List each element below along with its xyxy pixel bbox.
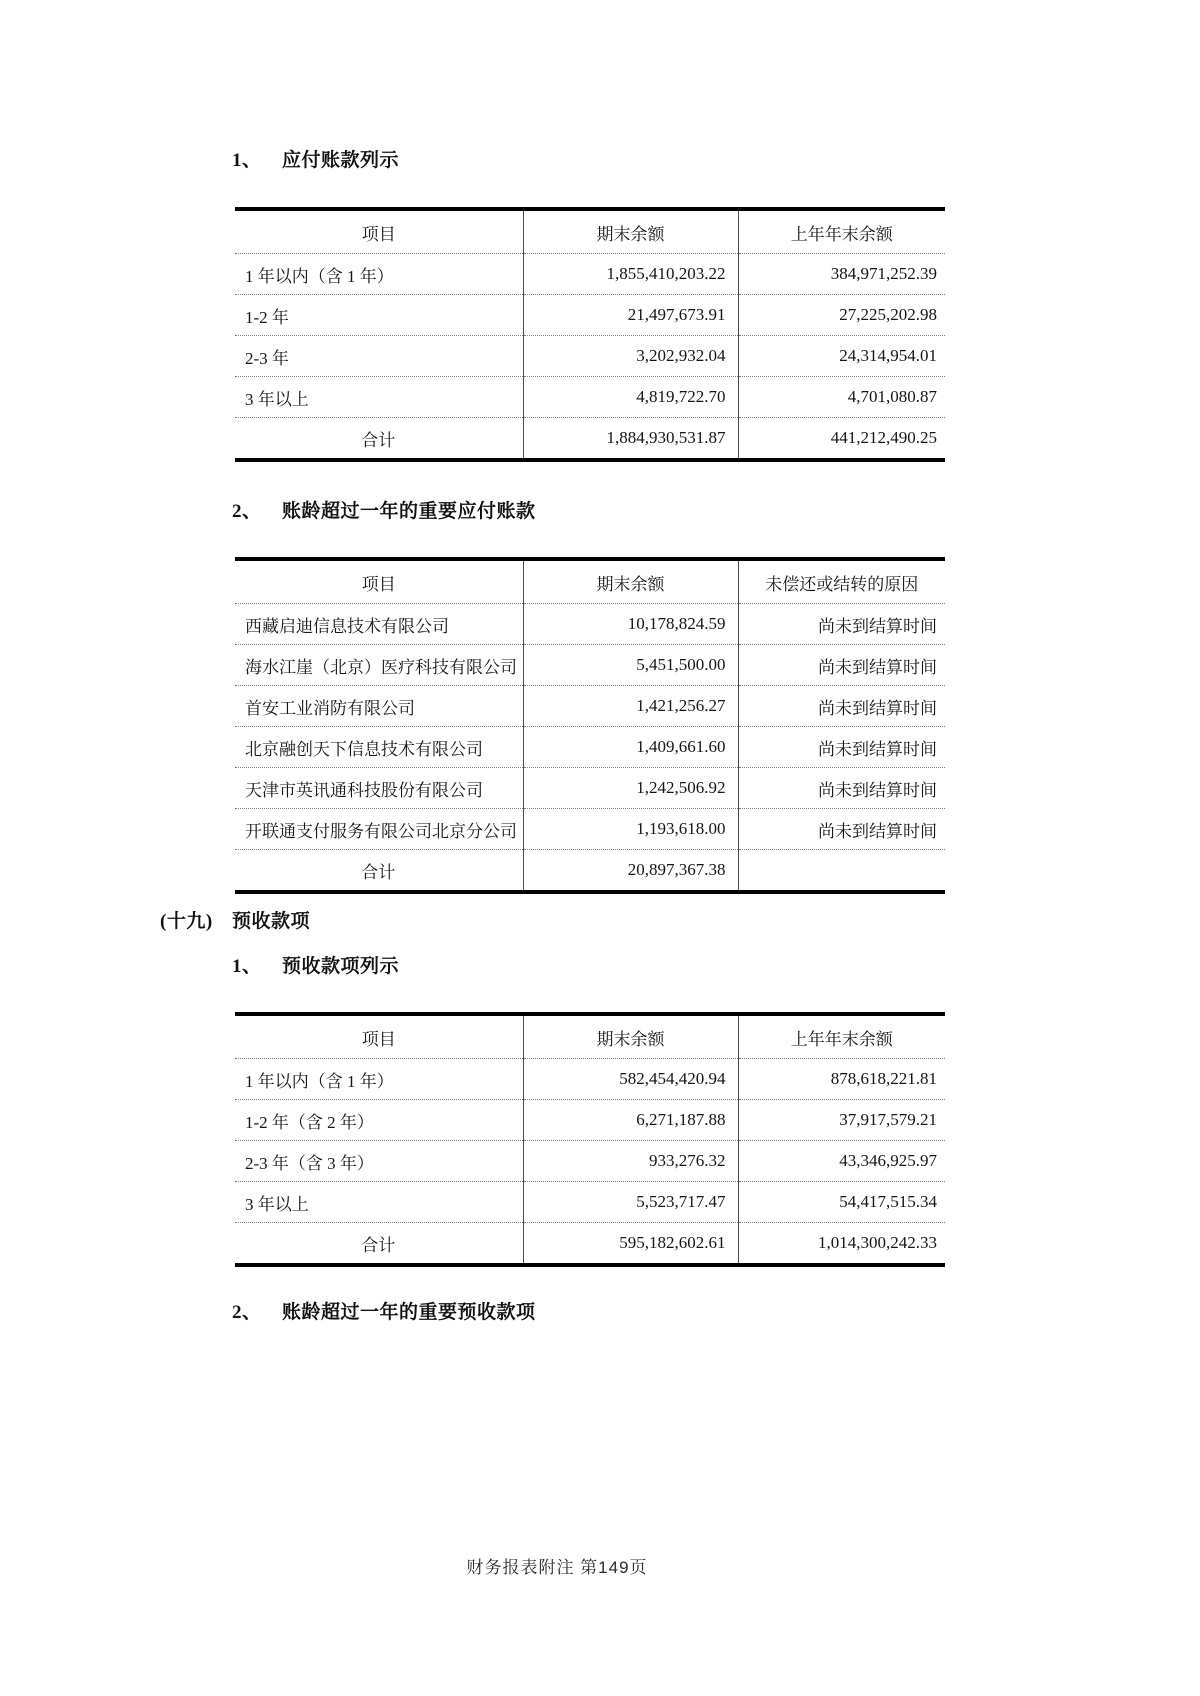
section-heading-advances-received — [160, 906, 310, 933]
table-total-row — [235, 418, 945, 461]
prior-year-balance-column-header: 上年年末余额 — [738, 1014, 945, 1059]
ending-balance-cell: 582,454,420.94 — [523, 1059, 738, 1100]
item-cell: 2-3 年 — [235, 336, 523, 377]
total-prior-year-balance-cell: 441,212,490.25 — [738, 418, 945, 461]
section-number: 2、 — [232, 1302, 262, 1323]
table-row — [235, 336, 945, 377]
table-row — [235, 254, 945, 295]
prior-year-balance-cell: 27,225,202.98 — [738, 295, 945, 336]
prior-year-balance-cell: 878,618,221.81 — [738, 1059, 945, 1100]
advances-aging-table — [235, 1012, 945, 1267]
section-title: 账龄超过一年的重要应付账款 — [282, 501, 536, 522]
section-number: 1、 — [232, 150, 262, 171]
empty-reason-cell — [738, 850, 945, 893]
company-name-cell: 首安工业消防有限公司 — [235, 686, 523, 727]
table-row — [235, 1100, 945, 1141]
item-column-header: 项目 — [235, 559, 523, 604]
prior-year-balance-cell: 43,346,925.97 — [738, 1141, 945, 1182]
item-cell: 3 年以上 — [235, 377, 523, 418]
ending-balance-cell: 1,193,618.00 — [523, 809, 738, 850]
section-heading-important-advances — [232, 1297, 536, 1324]
prior-year-balance-cell: 37,917,579.21 — [738, 1100, 945, 1141]
prior-year-balance-column-header: 上年年末余额 — [738, 209, 945, 254]
prior-year-balance-cell: 54,417,515.34 — [738, 1182, 945, 1223]
table-header-row — [235, 209, 945, 254]
ending-balance-cell: 4,819,722.70 — [523, 377, 738, 418]
ending-balance-cell: 933,276.32 — [523, 1141, 738, 1182]
table-total-row — [235, 1223, 945, 1266]
section-number: 2、 — [232, 501, 262, 522]
item-cell: 1-2 年 — [235, 295, 523, 336]
section-heading-important-payables — [232, 496, 536, 523]
total-ending-balance-cell: 595,182,602.61 — [523, 1223, 738, 1266]
item-cell: 1 年以内（含 1 年） — [235, 1059, 523, 1100]
ending-balance-column-header: 期末余额 — [523, 559, 738, 604]
reason-column-header: 未偿还或结转的原因 — [738, 559, 945, 604]
ending-balance-column-header: 期末余额 — [523, 209, 738, 254]
ending-balance-cell: 1,855,410,203.22 — [523, 254, 738, 295]
ending-balance-cell: 3,202,932.04 — [523, 336, 738, 377]
total-prior-year-balance-cell: 1,014,300,242.33 — [738, 1223, 945, 1266]
table-total-row — [235, 850, 945, 893]
section-title: 账龄超过一年的重要预收款项 — [282, 1302, 536, 1323]
table-header-row — [235, 559, 945, 604]
table-row — [235, 768, 945, 809]
table-row — [235, 377, 945, 418]
reason-cell: 尚未到结算时间 — [738, 727, 945, 768]
item-column-header: 项目 — [235, 1014, 523, 1059]
item-cell: 1 年以内（含 1 年） — [235, 254, 523, 295]
ending-balance-cell: 21,497,673.91 — [523, 295, 738, 336]
section-title: 预收款项列示 — [282, 956, 400, 977]
company-name-cell: 海水江崖（北京）医疗科技有限公司 — [235, 645, 523, 686]
table-row — [235, 645, 945, 686]
section-heading-advances-listing — [232, 951, 399, 978]
table-row — [235, 604, 945, 645]
important-payables-table — [235, 557, 945, 894]
ending-balance-cell: 1,421,256.27 — [523, 686, 738, 727]
table-row — [235, 1059, 945, 1100]
reason-cell: 尚未到结算时间 — [738, 604, 945, 645]
total-label-cell: 合计 — [361, 862, 396, 882]
table-header-row — [235, 1014, 945, 1059]
reason-cell: 尚未到结算时间 — [738, 686, 945, 727]
ending-balance-cell: 5,451,500.00 — [523, 645, 738, 686]
company-name-cell: 西藏启迪信息技术有限公司 — [235, 604, 523, 645]
ending-balance-column-header: 期末余额 — [523, 1014, 738, 1059]
section-number: (十九) — [160, 911, 213, 932]
ending-balance-cell: 1,242,506.92 — [523, 768, 738, 809]
item-column-header: 项目 — [235, 209, 523, 254]
company-name-cell: 北京融创天下信息技术有限公司 — [235, 727, 523, 768]
total-label-cell: 合计 — [361, 430, 396, 450]
reason-cell: 尚未到结算时间 — [738, 645, 945, 686]
item-cell: 1-2 年（含 2 年） — [235, 1100, 523, 1141]
section-number: 1、 — [232, 956, 262, 977]
ending-balance-cell: 10,178,824.59 — [523, 604, 738, 645]
section-title: 预收款项 — [232, 911, 311, 932]
prior-year-balance-cell: 384,971,252.39 — [738, 254, 945, 295]
company-name-cell: 开联通支付服务有限公司北京分公司 — [235, 809, 523, 850]
section-title: 应付账款列示 — [282, 150, 400, 171]
table-row — [235, 1182, 945, 1223]
table-row — [235, 1141, 945, 1182]
section-heading-payables-listing — [232, 145, 399, 172]
item-cell: 2-3 年（含 3 年） — [235, 1141, 523, 1182]
table-row — [235, 686, 945, 727]
prior-year-balance-cell: 24,314,954.01 — [738, 336, 945, 377]
table-row — [235, 727, 945, 768]
ending-balance-cell: 6,271,187.88 — [523, 1100, 738, 1141]
page-footer: 财务报表附注 第149页 — [466, 1558, 648, 1577]
total-ending-balance-cell: 1,884,930,531.87 — [523, 418, 738, 461]
item-cell: 3 年以上 — [235, 1182, 523, 1223]
prior-year-balance-cell: 4,701,080.87 — [738, 377, 945, 418]
company-name-cell: 天津市英讯通科技股份有限公司 — [235, 768, 523, 809]
total-label-cell: 合计 — [361, 1235, 396, 1255]
reason-cell: 尚未到结算时间 — [738, 768, 945, 809]
ending-balance-cell: 5,523,717.47 — [523, 1182, 738, 1223]
table-row — [235, 295, 945, 336]
table-row — [235, 809, 945, 850]
reason-cell: 尚未到结算时间 — [738, 809, 945, 850]
total-ending-balance-cell: 20,897,367.38 — [523, 850, 738, 893]
ending-balance-cell: 1,409,661.60 — [523, 727, 738, 768]
payables-aging-table — [235, 207, 945, 462]
